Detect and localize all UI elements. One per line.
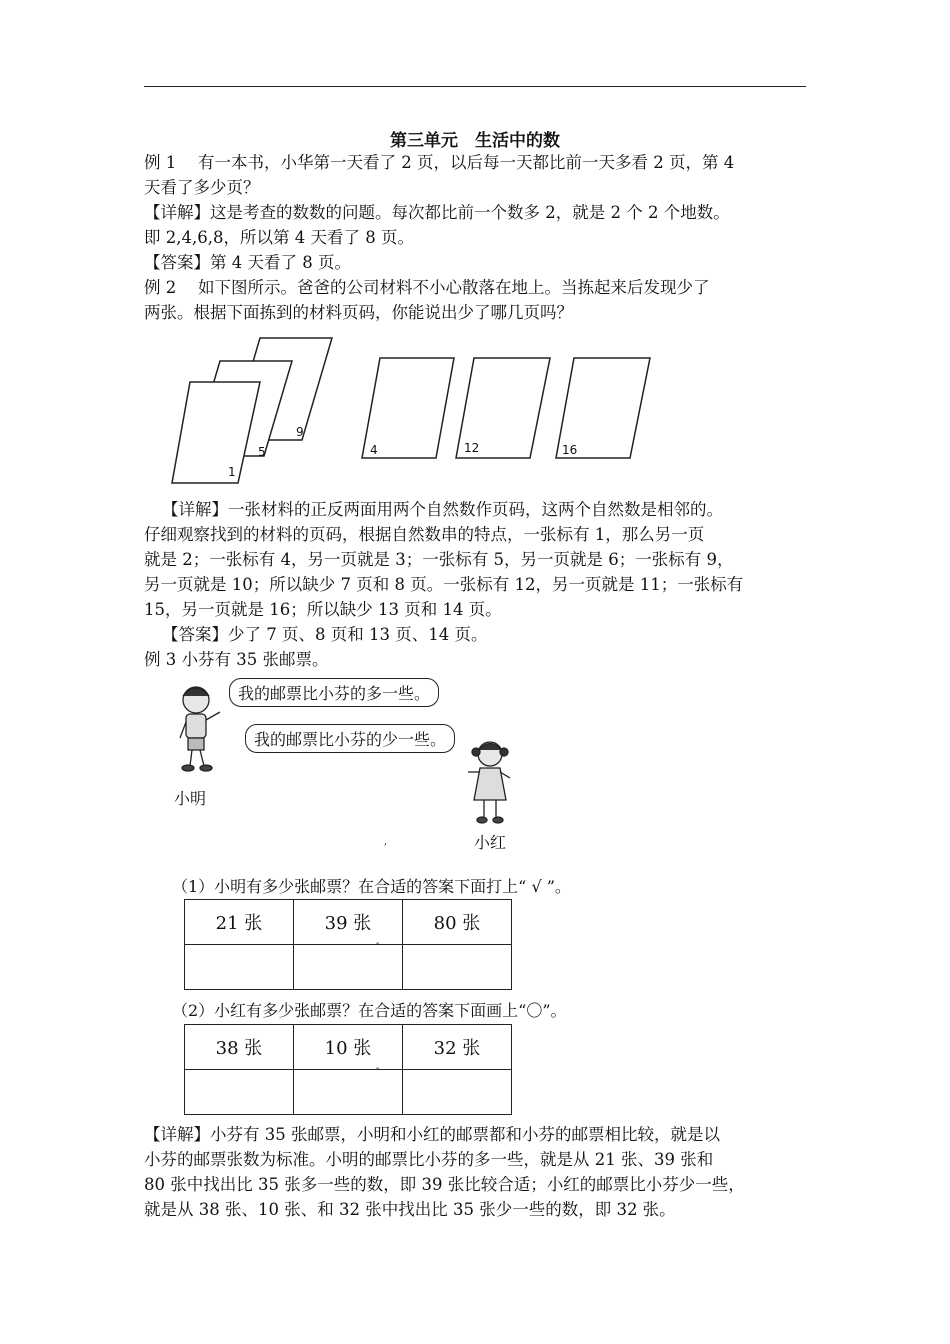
q1-answer-table [184,899,512,990]
ex1-question-line-1: 例 1 有一本书，小华第一天看了 2 页，以后每一天都比前一天多看 2 页，第 4 [144,153,735,172]
page-number-16: 16 [562,443,578,457]
ex3-detail-line: 80 张中找出比 35 张多一些的数，即 39 张比较合适；小红的邮票比小芬少一些， [144,1175,745,1194]
example-1 [144,150,812,325]
q2-answer-cell[interactable] [403,1070,512,1115]
q2-answer-cell[interactable] [294,1070,403,1115]
page-number-5: 5 [258,445,266,459]
ex3-detail [144,1122,812,1222]
q1-answer-cell[interactable] [294,945,403,990]
ex3-question: 例 3 小芬有 35 张邮票。 [144,650,329,669]
ex3-detail-line: 就是从 38 张、10 张、和 32 张中找出比 35 张少一些的数，即 32 张。 [144,1200,676,1219]
q1-option: 39 张 [294,900,403,945]
q2-answer-table [184,1024,512,1115]
ex3-question-1: （1）小明有多少张邮票？在合适的答案下面打上“ √ ”。 [172,877,571,896]
ex2-question-line-2: 两张。根据下面拣到的材料页码，你能说出少了哪几页吗？ [144,303,573,322]
stray-mark: - [376,938,380,949]
header-rule [144,86,806,87]
q1-answer-cell[interactable] [185,945,294,990]
scattered-pages-figure [160,330,670,490]
q2-option: 10 张 [294,1025,403,1070]
ex2-detail-line: 15，另一页就是 16；所以缺少 13 页和 14 页。 [144,600,502,619]
name-xiaoming: 小明 [174,789,207,808]
ex3-detail-line: 小芬的邮票张数为标准。小明的邮票比小芬的多一些，就是从 21 张、39 张和 [144,1150,714,1169]
ex2-answer: 【答案】少了 7 页、8 页和 13 页、14 页。 [162,625,488,644]
ex2-detail-line: 就是 2；一张标有 4，另一页就是 3；一张标有 5，另一页就是 6；一张标有 9， [144,550,734,569]
ex1-answer: 【答案】第 4 天看了 8 页。 [144,253,351,272]
page-title: 第三单元 生活中的数 [390,131,560,151]
speech-bubble-ming: 我的邮票比小芬的多一些。 [229,678,439,707]
speech-bubble-hong: 我的邮票比小芬的少一些。 [245,724,455,753]
ex2-detail-line: 另一页就是 10；所以缺少 7 页和 8 页。一张标有 12，另一页就是 11；一张标有 [144,575,744,594]
q1-option: 21 张 [185,900,294,945]
ex1-detail-line-1: 【详解】这是考查的数数的问题。每次都比前一个数多 2，就是 2 个 2 个地数。 [144,203,730,222]
q1-option: 80 张 [403,900,512,945]
ex2-detail-line: 仔细观察找到的材料的页码，根据自然数串的特点，一张标有 1，那么另一页 [144,525,705,544]
boy-illustration [168,682,238,777]
name-xiaohong: 小红 [474,833,507,852]
q2-option: 32 张 [403,1025,512,1070]
stray-mark: , [384,836,388,847]
page-number-12: 12 [464,441,480,455]
girl-illustration [462,738,522,830]
ex3-detail-line: 【详解】小芬有 35 张邮票，小明和小红的邮票都和小芬的邮票相比较，就是以 [144,1125,720,1144]
page-number-1: 1 [228,465,236,479]
ex1-detail-line-2: 即 2,4,6,8，所以第 4 天看了 8 页。 [144,228,414,247]
ex2-detail [144,497,812,672]
q2-answer-cell[interactable] [185,1070,294,1115]
page-number-9: 9 [296,425,304,439]
ex2-detail-line: 【详解】一张材料的正反两面用两个自然数作页码，这两个自然数是相邻的。 [162,500,723,519]
ex3-question-2: （2）小红有多少张邮票？在合适的答案下面画上“〇”。 [172,1001,567,1020]
page-sheet-1 [172,382,260,483]
page-number-4: 4 [370,443,378,457]
stray-mark: - [376,1063,380,1074]
q2-option: 38 张 [185,1025,294,1070]
q1-answer-cell[interactable] [403,945,512,990]
ex2-question-line-1: 例 2 如下图所示。爸爸的公司材料不小心散落在地上。当拣起来后发现少了 [144,278,710,297]
ex1-question-line-2: 天看了多少页？ [144,178,260,197]
